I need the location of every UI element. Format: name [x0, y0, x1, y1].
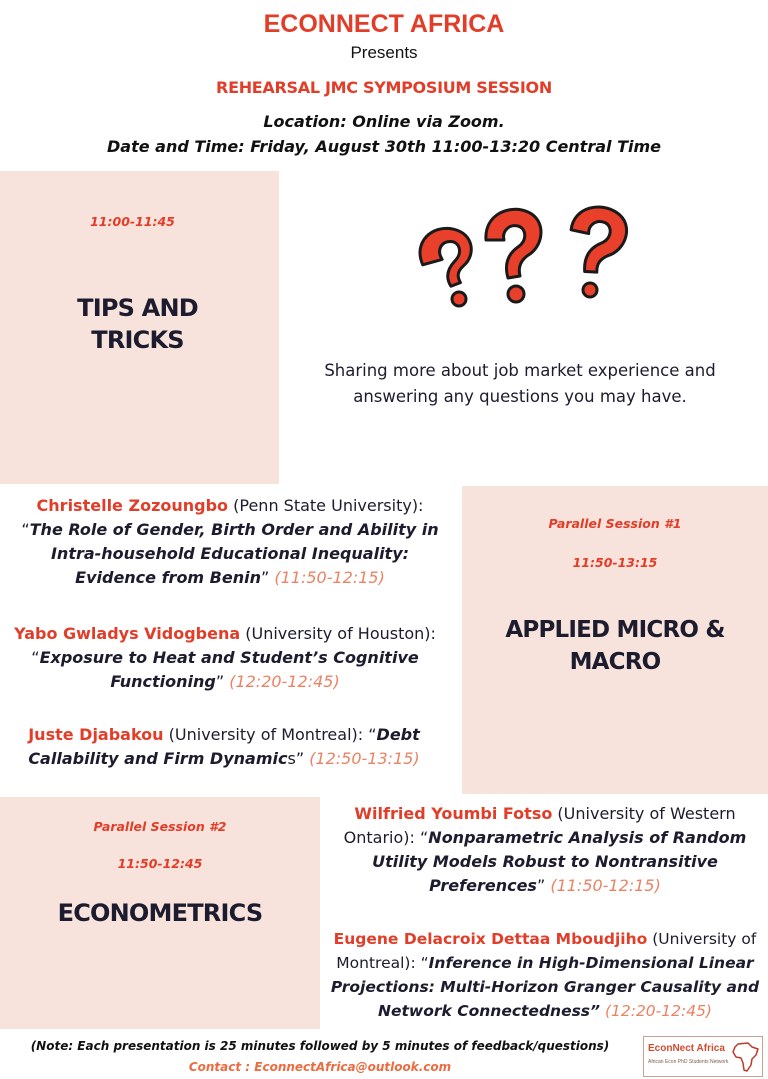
- session2-panel: [0, 797, 320, 1029]
- logo-name: EconNect Africa: [648, 1043, 725, 1054]
- question-dot-middle: [508, 286, 524, 302]
- paper-title-line2: Intra-household Educational Inequality:: [50, 544, 410, 563]
- paper-title-line2: Projections: Multi-Horizon Granger Causality and: [330, 978, 760, 996]
- close-quote: ”: [536, 876, 551, 895]
- paper-title-line3: Preferences: [429, 876, 537, 895]
- paper-title-line1: Nonparametric Analysis of Random: [428, 828, 747, 847]
- question-mark-left: [416, 224, 477, 290]
- tips-title: [0, 292, 275, 356]
- paper-title-line1: Debt: [376, 725, 420, 744]
- speaker-name: Yabo Gwladys Vidogbena: [14, 624, 241, 643]
- tips-description-line1: Sharing more about job market experience and: [324, 361, 716, 380]
- session2-title: ECONOMETRICS: [57, 899, 263, 927]
- session2-time: 11:50-12:45: [117, 856, 203, 871]
- close-quote: ”: [260, 568, 275, 587]
- talk-djabakou: [0, 723, 448, 771]
- talk-time: (11:50-12:15): [550, 876, 661, 895]
- tips-description-line2: answering any questions you may have.: [353, 387, 687, 406]
- datetime-text: Date and Time: Friday, August 30th 11:00-13:20 Central Time: [107, 137, 661, 156]
- paper-title-line1: Inference in High-Dimensional Linear: [428, 954, 754, 972]
- econnect-logo: [643, 1036, 763, 1077]
- question-dot-right: [583, 283, 597, 297]
- paper-title-line2: Functioning: [110, 672, 216, 691]
- speaker-affiliation: (Penn State University):: [228, 496, 424, 515]
- org-name: ECONNECT AFRICA: [263, 10, 505, 38]
- paper-title-line3: Evidence from Benin: [75, 568, 261, 587]
- question-mark-right: [563, 202, 631, 279]
- close-quote: ”: [295, 749, 310, 768]
- speaker-affiliation-line2: Montreal): “: [336, 954, 429, 972]
- open-quote: “: [31, 648, 40, 667]
- talk-mboudjiho: [322, 927, 768, 1023]
- talk-vidogbena: [0, 622, 450, 694]
- speaker-affiliation: (University of Houston):: [240, 624, 436, 643]
- question-dot-left: [452, 292, 466, 306]
- paper-title-tail: s: [287, 749, 296, 768]
- paper-title-line2: Utility Models Robust to Nontransitive: [372, 852, 718, 871]
- question-marks-icon: [410, 198, 640, 314]
- tips-panel: [0, 171, 279, 484]
- talk-time: (11:50-12:15): [274, 568, 385, 587]
- paper-title-line2: Callability and Firm Dynamic: [28, 749, 288, 768]
- talk-youmbi-fotso: [322, 802, 768, 898]
- tips-time: 11:00-11:45: [90, 214, 175, 229]
- paper-title-line1: Exposure to Heat and Student’s Cognitive: [39, 648, 419, 667]
- session1-title-line2: MACRO: [569, 649, 661, 675]
- talk-zozoungbo: [0, 494, 460, 590]
- session-title: REHEARSAL JMC SYMPOSIUM SESSION: [216, 78, 552, 97]
- speaker-name: Eugene Delacroix Dettaa Mboudjiho: [333, 930, 648, 948]
- presents-text: Presents: [350, 43, 418, 62]
- speaker-affiliation-line2: Ontario): “: [343, 828, 429, 847]
- speaker-affiliation-line1: (University of: [647, 930, 757, 948]
- tips-title-line1: TIPS AND: [77, 294, 198, 322]
- session2-label: Parallel Session #2: [93, 819, 227, 834]
- speaker-name: Juste Djabakou: [28, 725, 164, 744]
- footer-note: (Note: Each presentation is 25 minutes followed by 5 minutes of feedback/questions): [30, 1039, 610, 1053]
- session1-title: [462, 614, 768, 678]
- tips-description: [305, 358, 735, 410]
- talk-time: (12:20-12:45): [600, 1002, 712, 1020]
- session1-title-line1: APPLIED MICRO &: [505, 617, 725, 643]
- close-quote: ”: [215, 672, 230, 691]
- question-mark-middle: [486, 209, 541, 278]
- session1-label: Parallel Session #1: [548, 516, 682, 531]
- africa-map-icon: [732, 1041, 760, 1073]
- logo-tagline: African Econ PhD Students Network: [648, 1059, 729, 1065]
- session1-panel: [462, 486, 768, 794]
- speaker-name: Wilfried Youmbi Fotso: [354, 804, 553, 823]
- paper-title-line3: Network Connectedness”: [378, 1002, 601, 1020]
- paper-title-line1: The Role of Gender, Birth Order and Ability in: [29, 520, 439, 539]
- location-text: Location: Online via Zoom.: [263, 112, 505, 131]
- talk-time: (12:20-12:45): [229, 672, 340, 691]
- tips-title-line2: TRICKS: [91, 326, 184, 354]
- footer-contact: Contact : EconnectAfrica@outlook.com: [188, 1060, 452, 1074]
- speaker-name: Christelle Zozoungbo: [36, 496, 229, 515]
- open-quote: “: [21, 520, 30, 539]
- speaker-affiliation-line1: (University of Western: [552, 804, 736, 823]
- talk-time: (12:50-13:15): [309, 749, 420, 768]
- speaker-affiliation: (University of Montreal): “: [163, 725, 377, 744]
- session1-time: 11:50-13:15: [572, 555, 658, 570]
